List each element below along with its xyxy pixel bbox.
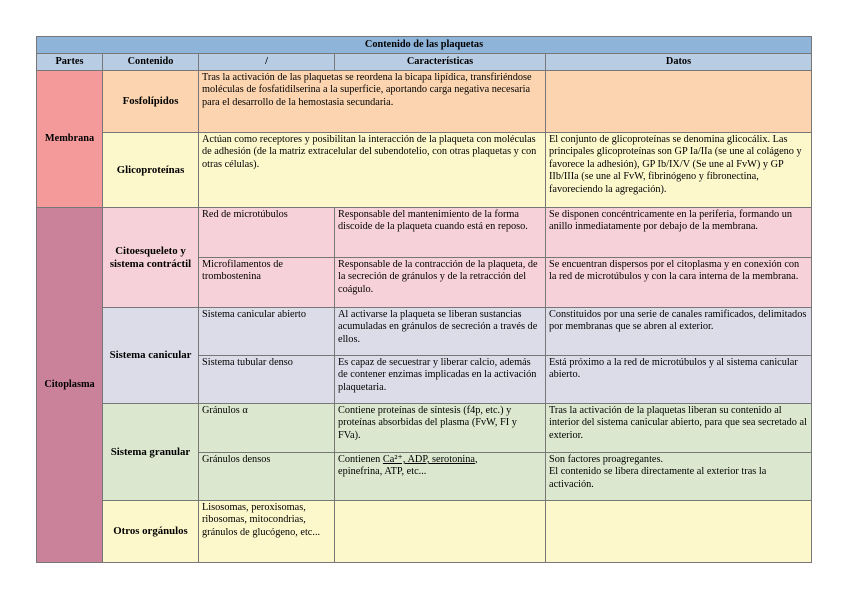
group-fosfolipidos: Fosfolípidos bbox=[103, 71, 199, 133]
otros-datos bbox=[546, 501, 812, 563]
item-granulos-densos: Gránulos densos bbox=[199, 453, 335, 501]
header-datos: Datos bbox=[546, 54, 812, 71]
header-contenido: Contenido bbox=[103, 54, 199, 71]
glicoproteinas-caracteristicas: Actúan como receptores y posibilitan la interacción de la plaqueta con moléculas de adhesión (de la matriz extracelular del subendotelio, con otras plaquetas y con otras células). bbox=[199, 133, 546, 208]
header-partes: Partes bbox=[37, 54, 103, 71]
part-membrana: Membrana bbox=[37, 71, 103, 208]
granulos-densos-line2: epinefrina, ATP, etc... bbox=[338, 466, 427, 478]
microtubulos-datos: Se disponen concéntricamente en la periferia, formando un anillo inmediatamente por debajo de la membrana. bbox=[546, 208, 812, 258]
group-granular: Sistema granular bbox=[103, 404, 199, 501]
item-microtubulos: Red de microtúbulos bbox=[199, 208, 335, 258]
item-tubular-denso: Sistema tubular denso bbox=[199, 356, 335, 404]
microfilamentos-datos: Se encuentran dispersos por el citoplasma y en conexión con la red de microtúbulos y con la cara interna de la membrana. bbox=[546, 258, 812, 308]
granulos-alfa-caracteristicas: Contiene proteínas de síntesis (f4p, etc.) y proteínas absorbidas del plasma (FvW, FI y FVa). bbox=[335, 404, 546, 453]
item-otros: Lisosomas, peroxisomas, ribosomas, mitocondrias, gránulos de glucógeno, etc... bbox=[199, 501, 335, 563]
microfilamentos-caracteristicas: Responsable de la contracción de la plaqueta, de la secreción de gránulos y de la retracción del coágulo. bbox=[335, 258, 546, 308]
granulos-densos-underlined: Ca²⁺, ADP, serotonina bbox=[382, 454, 475, 465]
tubular-denso-datos: Está próximo a la red de microtúbulos y al sistema canicular abierto. bbox=[546, 356, 812, 404]
item-granulos-alfa: Gránulos α bbox=[199, 404, 335, 453]
granulos-alfa-datos: Tras la activación de la plaquetas liberan su contenido al interior del sistema canicular abierto, para que sea secretado al exterior. bbox=[546, 404, 812, 453]
fosfolipidos-datos bbox=[546, 71, 812, 133]
header-slash: / bbox=[199, 54, 335, 71]
group-citoesqueleto: Citoesqueleto y sistema contráctil bbox=[103, 208, 199, 308]
granulos-densos-prefix: Contienen bbox=[338, 454, 383, 465]
table-title: Contenido de las plaquetas bbox=[37, 37, 812, 54]
item-microfilamentos: Microfilamentos de trombostenina bbox=[199, 258, 335, 308]
granulos-densos-datos-line1: Son factores proagregantes. bbox=[549, 454, 664, 465]
group-otros: Otros orgánulos bbox=[103, 501, 199, 563]
granulos-densos-datos-line2: El contenido se libera directamente al exterior tras la activación. bbox=[549, 466, 767, 490]
granulos-densos-datos bbox=[546, 453, 812, 501]
glicoproteinas-datos: El conjunto de glicoproteínas se denomina glicocálix. Las principales glicoproteínas son GP Ia/IIa (se une al colágeno y favorece la adhesión), GP Ib/IX/V (Se une al FvW) y GP IIb/IIIa (se une al FvW, fibrinógeno y fibronectina, favoreciendo la agregación). bbox=[546, 133, 812, 208]
header-caracteristicas: Características bbox=[335, 54, 546, 71]
tubular-denso-caracteristicas: Es capaz de secuestrar y liberar calcio, además de contener enzimas implicadas en la activación plaquetaria. bbox=[335, 356, 546, 404]
canicular-abierto-datos: Constituidos por una serie de canales ramificados, delimitados por membranas que se abren al exterior. bbox=[546, 308, 812, 356]
item-canicular-abierto: Sistema canicular abierto bbox=[199, 308, 335, 356]
granulos-densos-suffix: , bbox=[474, 454, 478, 465]
fosfolipidos-caracteristicas: Tras la activación de las plaquetas se reordena la bicapa lipídica, transfiriéndose moléculas de fosfatidilserina a la superficie, aportando carga negativa necesaria para el desarrollo de la hemostasia secundaria. bbox=[199, 71, 546, 133]
part-citoplasma: Citoplasma bbox=[37, 208, 103, 563]
group-glicoproteinas: Glicoproteínas bbox=[103, 133, 199, 208]
canicular-abierto-caracteristicas: Al activarse la plaqueta se liberan sustancias acumuladas en gránulos de secreción a través de ellos. bbox=[335, 308, 546, 356]
microtubulos-caracteristicas: Responsable del mantenimiento de la forma discoide de la plaqueta cuando está en reposo. bbox=[335, 208, 546, 258]
otros-caracteristicas bbox=[335, 501, 546, 563]
plaquetas-table bbox=[36, 36, 812, 563]
granulos-densos-caracteristicas bbox=[335, 453, 546, 501]
group-canicular: Sistema canicular bbox=[103, 308, 199, 404]
